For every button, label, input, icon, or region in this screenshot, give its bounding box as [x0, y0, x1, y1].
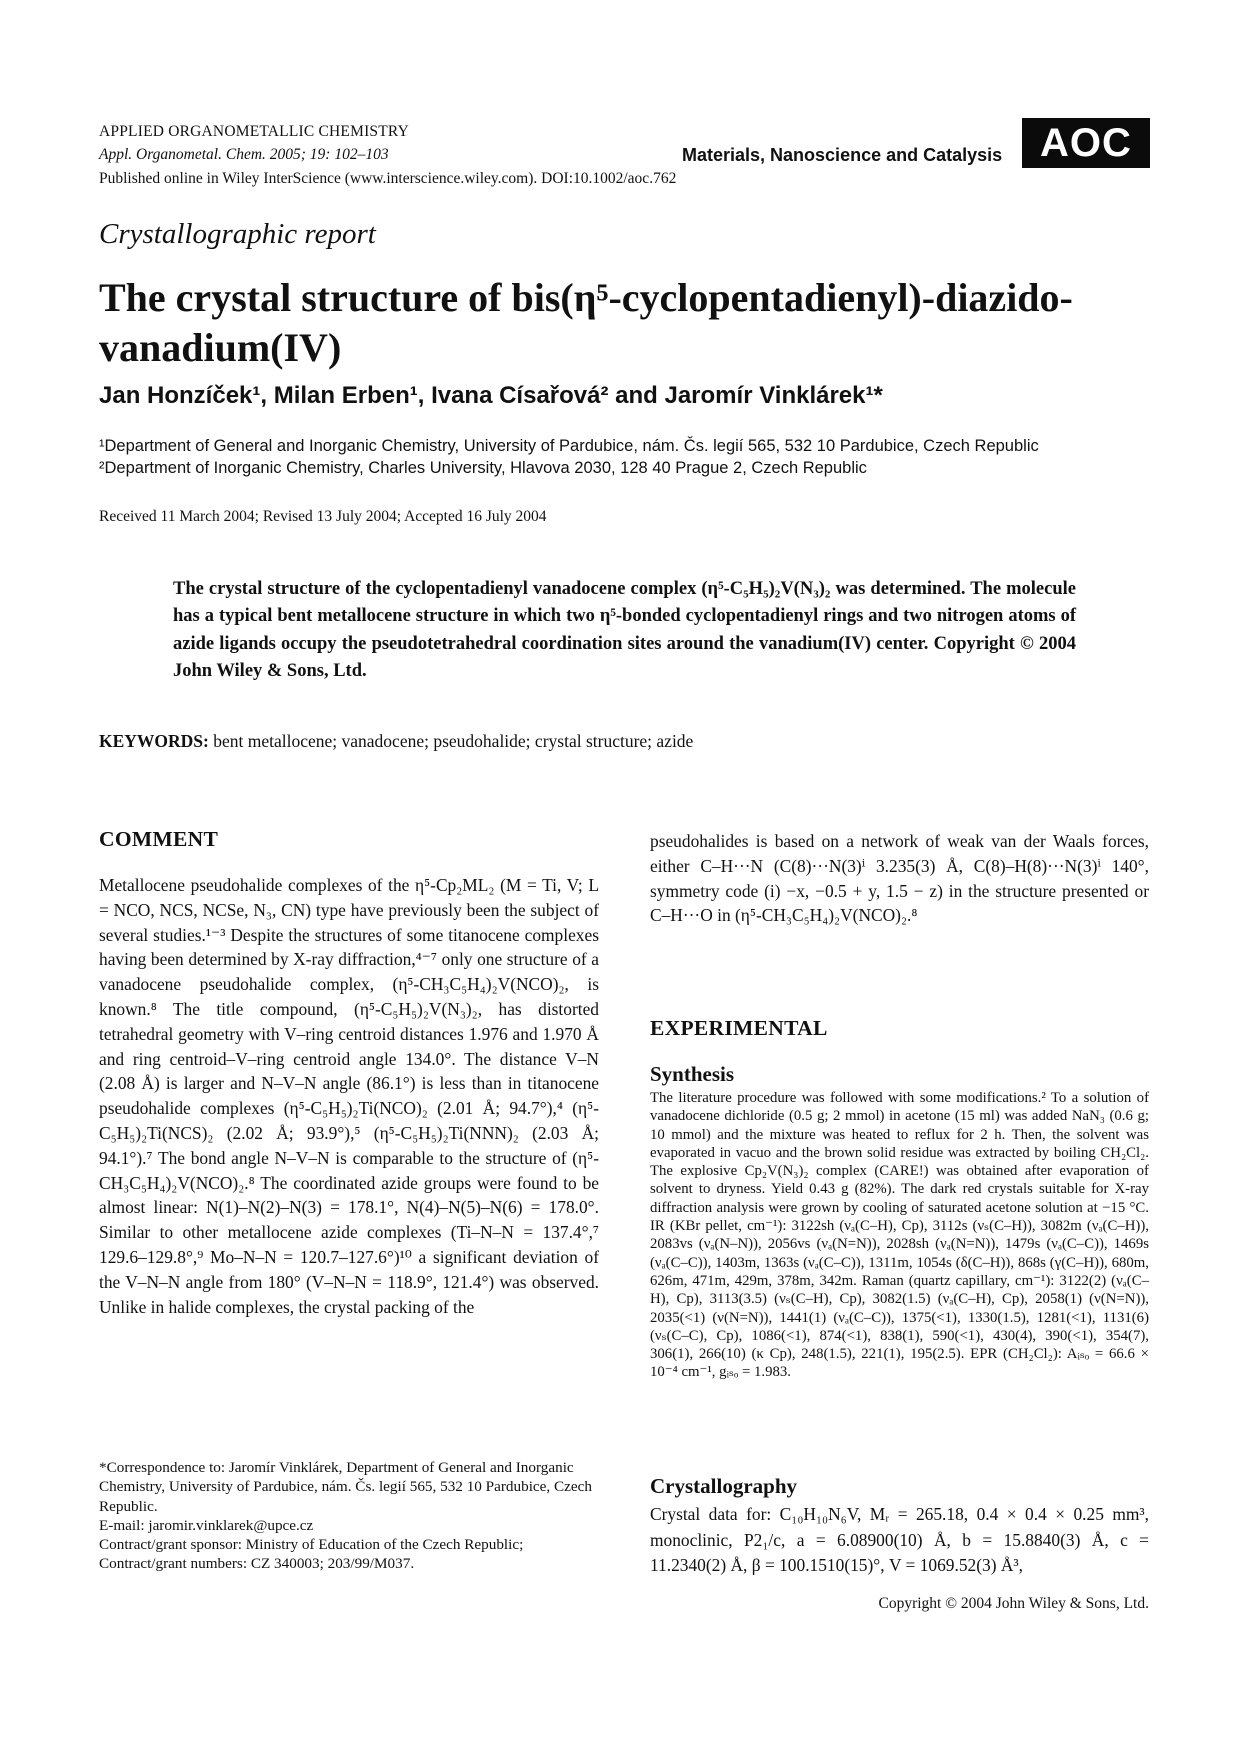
keywords-text: bent metallocene; vanadocene; pseudohalide; crystal structure; azide — [208, 731, 694, 751]
footnote-grant: Contract/grant sponsor: Ministry of Education of the Czech Republic; Contract/grant numbers: CZ 340003; 203/99/M037. — [99, 1536, 524, 1573]
keywords — [99, 731, 693, 752]
footnote-email: E-mail: jaromir.vinklarek@upce.cz — [99, 1516, 314, 1534]
received-dates: Received 11 March 2004; Revised 13 July 2004; Accepted 16 July 2004 — [99, 508, 547, 525]
comment-heading: COMMENT — [99, 827, 219, 851]
footnote-correspondence: *Correspondence to: Jaromír Vinklárek, Department of General and Inorganic Chemistry, University of Pardubice, nám. Čs. legií 565, 532 10 Pardubice, Czech Republic. — [99, 1459, 592, 1515]
experimental-heading: EXPERIMENTAL — [650, 1016, 828, 1040]
copyright-footer: Copyright © 2004 John Wiley & Sons, Ltd. — [878, 1595, 1149, 1612]
affiliation-2: ²Department of Inorganic Chemistry, Charles University, Hlavova 2030, 128 40 Prague 2, Czech Republic — [99, 459, 867, 477]
journal-name: APPLIED ORGANOMETALLIC CHEMISTRY — [99, 123, 409, 140]
affiliations — [99, 435, 1039, 479]
synthesis-heading: Synthesis — [650, 1062, 735, 1086]
comment-continuation: pseudohalides is based on a network of weak van der Waals forces, either C–H···N (C(8)···N(3)ⁱ 3.235(3) Å, C(8)–H(8)···N(3)ⁱ 140°, symmetry code (i) −x, −0.5 + y, 1.5 − z) in the structure presented or C–H···O in (η⁵-CH₃C₅H₄)₂V(NCO)₂.⁸ — [650, 831, 1149, 926]
author-list: Jan Honzíček¹, Milan Erben¹, Ivana Císařová² and Jaromír Vinklárek¹* — [99, 382, 883, 409]
journal-section: Materials, Nanoscience and Catalysis — [682, 145, 1003, 165]
article-title: The crystal structure of bis(η⁵-cyclopentadienyl)-diazido-vanadium(IV) — [99, 275, 1073, 370]
journal-logo: AOC — [1022, 118, 1150, 168]
keywords-label: KEYWORDS: — [99, 731, 209, 751]
synthesis-body: The literature procedure was followed with some modifications.² To a solution of vanadocene dichloride (0.5 g; 2 mmol) in acetone (15 ml) was added NaN₃ (0.6 g; 10 mmol) and the mixture was heated to reflux for 2 h. Then, the solvent was evaporated in vacuo and the brown solid residue was extracted by boiling CH₂Cl₂. The explosive Cp₂V(N₃)₂ complex (CARE!) was obtained after evaporation of solvent to dryness. Yield 0.43 g (82%). The dark red crystals suitable for X-ray diffraction analysis were grown by cooling of saturated acetone solution at −15 °C. IR (KBr pellet, cm⁻¹): 3122sh (νₐ(C–H), Cp), 3112s (νₛ(C–H)), 3082m (νₐ(C–H)), 2083vs (νₐ(N–N)), 2056vs (νₐ(N=N)), 2028sh (νₐ(N=N)), 1479s (νₐ(C–C)), 1469s (νₐ(C–C)), 1403m, 1363s (νₐ(C–C)), 1311m, 1054s (δ(C–H)), 868s (γ(C–H)), 680m, 626m, 471m, 429m, 378m, 342m. Raman (quartz capillary, cm⁻¹): 3122(2) (νₐ(C–H), Cp), 3113(3.5) (νₛ(C–H), Cp), 3082(1.5) (νₐ(C–H), Cp), 2058(1) (ν(N=N)), 2035(<1) (ν(N=N)), 1441(1) (νₐ(C–C)), 1375(<1), 1330(1.5), 1281(<1), 1131(6) (νₛ(C–C), Cp), 1086(<1), 874(<1), 838(1), 590(<1), 430(4), 390(<1), 354(7), 306(1), 266(10) (κ Cp), 248(1.5), 221(1), 195(2.5). EPR (CH₂Cl₂): Aᵢₛₒ = 66.6 × 10⁻⁴ cm⁻¹, gᵢₛₒ = 1.983. — [650, 1090, 1149, 1381]
comment-body: Metallocene pseudohalide complexes of the η⁵-Cp₂ML₂ (M = Ti, V; L = NCO, NCS, NCSe, N₃, CN) type have previously been the subject of several studies.¹⁻³ Despite the structures of some titanocene complexes having been determined by X-ray diffraction,⁴⁻⁷ only one structure of a vanadocene pseudohalide complex, (η⁵-CH₃C₅H₄)₂V(NCO)₂, is known.⁸ The title compound, (η⁵-C₅H₅)₂V(N₃)₂, has distorted tetrahedral geometry with V–ring centroid distances 1.976 and 1.970 Å and ring centroid–V–ring centroid angle 134.0°. The distance V–N (2.08 Å) is larger and N–V–N angle (86.1°) is less than in titanocene pseudohalide complexes (η⁵-C₅H₅)₂Ti(NCO)₂ (2.01 Å; 94.7°),⁴ (η⁵-C₅H₅)₂Ti(NCS)₂ (2.02 Å; 93.9°),⁵ (η⁵-C₅H₅)₂Ti(NNN)₂ (2.03 Å; 94.1°).⁷ The bond angle N–V–N is comparable to the structure of (η⁵-CH₃C₅H₄)₂V(NCO)₂.⁸ The coordinated azide groups were found to be almost linear: N(1)–N(2)–N(3) = 178.1°, N(4)–N(5)–N(6) = 178.0°. Similar to other metallocene azide complexes (Ti–N–N = 137.4°,⁷ 129.6–129.8°,⁹ Mo–N–N = 120.7–127.6°)¹⁰ a significant deviation of the V–N–N angle from 180° (V–N–N = 118.9°, 121.4°) was observed. Unlike in halide complexes, the crystal packing of the — [99, 875, 599, 1317]
article-type: Crystallographic report — [99, 218, 376, 250]
online-doi: Published online in Wiley InterScience (www.interscience.wiley.com). DOI:10.1002/aoc.762 — [99, 170, 677, 187]
abstract: The crystal structure of the cyclopentadienyl vanadocene complex (η⁵-C₅H₅)₂V(N₃)₂ was determined. The molecule has a typical bent metallocene structure in which two η⁵-bonded cyclopentadienyl rings and two nitrogen atoms of azide ligands occupy the pseudotetrahedral coordination sites around the vanadium(IV) center. Copyright © 2004 John Wiley & Sons, Ltd. — [173, 579, 1076, 681]
affiliation-1: ¹Department of General and Inorganic Chemistry, University of Pardubice, nám. Čs. legií 565, 532 10 Pardubice, Czech Republic — [99, 437, 1039, 455]
crystallography-body: Crystal data for: C₁₀H₁₀N₆V, Mᵣ = 265.18, 0.4 × 0.4 × 0.25 mm³, monoclinic, P2₁/c, a = 6.08900(10) Å, b = 15.8840(3) Å, c = 11.2340(2) Å, β = 100.1510(15)°, V = 1069.52(3) Å³, — [650, 1504, 1149, 1576]
crystallography-heading: Crystallography — [650, 1474, 797, 1498]
correspondence-footnote — [99, 1458, 599, 1574]
citation: Appl. Organometal. Chem. 2005; 19: 102–103 — [99, 146, 389, 163]
